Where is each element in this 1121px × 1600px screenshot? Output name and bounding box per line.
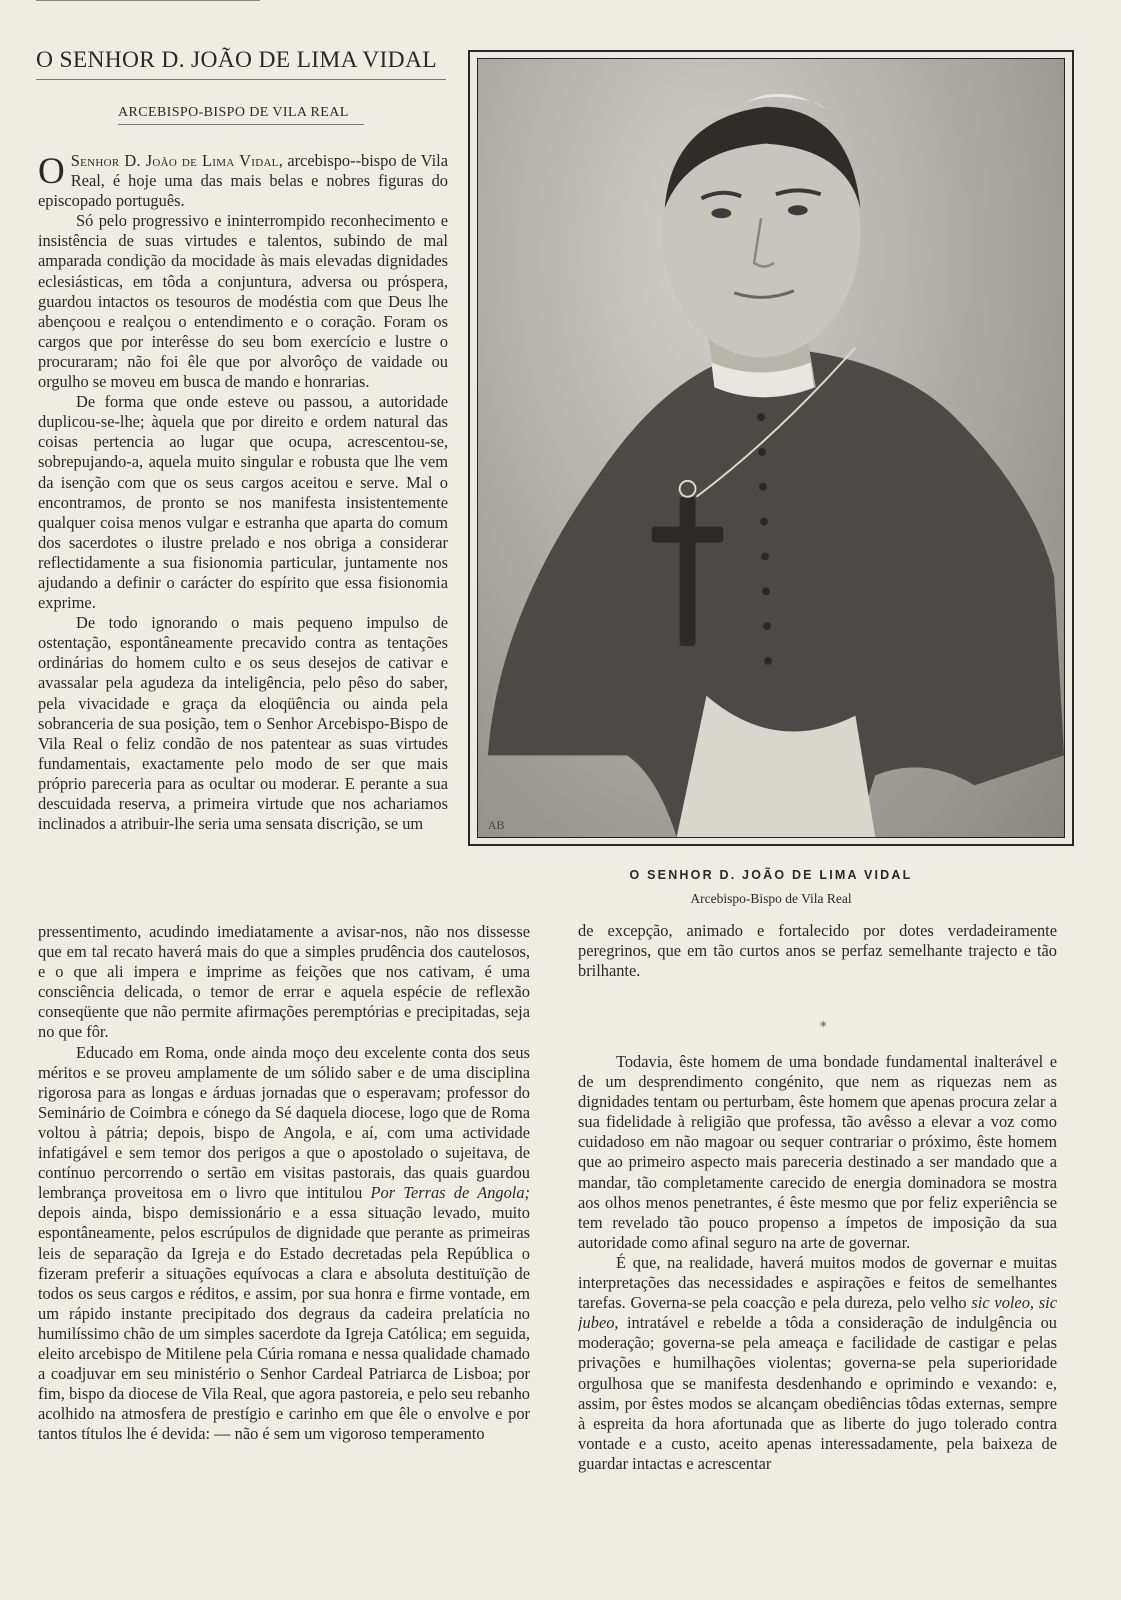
paragraph-6: Todavia, êste homem de uma bondade fundamental inalterável e de um desprendimento congénito, que nem as riquezas nem as dignidades tentam ou perturbam, êste homem que apenas procura zelar a sua fidelidade à religião que professa, tão avêsso a elevar a voz como cuidadoso em não magoar ou sequer contrariar o próximo, êste homem que ao primeiro aspecto mais pareceria destinado a ser mandado que a mandar, tão completamente carecido de energia dominadora se mostra aos olhos menos penetrantes, é êste mesmo que por feliz experiência se tem revelado tão pouco propenso a ímpetos de imposição da sua autoridade como afinal seguro na arte de governar. — [578, 1052, 1057, 1252]
paragraph-7-text-a: É que, na realidade, haverá muitos modos de governar e muitas interpretações das necessidades e aspirações e feitos de semelhantes tarefas. Governa-se pela coacção e pela dureza, pelo velho — [578, 1252, 1057, 1313]
latin-phrase: sic voleo, sic jubeo, — [578, 1293, 1057, 1333]
paragraph-7 — [578, 1253, 1057, 1474]
paragraph-5 — [38, 1043, 530, 1445]
paragraph-1 — [38, 151, 448, 211]
top-rule — [36, 0, 260, 1]
paragraph-4: De todo ignorando o mais pequeno impulso de ostentação, espontâneamente precavido contra as tentações ordinárias do homem culto e os seus desejos de cativar e avassalar pela agudeza da inteligência, pelo pêso do saber, pela vivacidade e graça da eloqüência ou ainda pela sobranceria de sua posição, tem o Senhor Arcebispo-Bispo de Vila Real o feliz condão de nos patentear as suas virtudes fundamentais, exactamente pelo modo de ser que mais próprio pareceria para as ocultar ou moderar. E perante a sua descuidada reserva, a primeira virtude que nos achariamos inclinados a atribuir-lhe seria uma sensata discrição, se um — [38, 613, 448, 834]
paragraph-5-continued: de excepção, animado e fortalecido por dotes verdadeiramente peregrinos, que em tão curtos anos se perfaz semelhante trajecto e tão brilhante. — [578, 921, 1057, 981]
drop-cap: O — [38, 151, 65, 192]
title-rule — [36, 79, 446, 80]
name-smallcaps: Senhor D. João de Lima Vidal — [70, 151, 279, 170]
article-column-right-bottom — [578, 1052, 1057, 1542]
portrait-photo — [468, 50, 1074, 846]
photo-signature: AB — [487, 818, 505, 833]
figure-caption-subtitle: Arcebispo-Bispo de Vila Real — [690, 891, 852, 906]
paragraph-1-text: , arcebispo--bispo de Vila Real, é hoje uma das mais belas e nobres figuras do episcopado português. — [38, 151, 448, 211]
figure-caption-title: O SENHOR D. JOÃO DE LIMA VIDAL — [629, 868, 913, 882]
page-subtitle: ARCEBISPO-BISPO DE VILA REAL — [118, 105, 349, 120]
paragraph-3: De forma que onde esteve ou passou, a autoridade duplicou-se-lhe; àquela que por direito e ordem natural das coisas pertencia ao lugar que ocupa, acrescentou-se, sobrepujando-a, aquela muito singular e robusta que lhe vem da isenção com que os seus cargos aceitou e serve. Mal o encontramos, de pronto se nos manifesta insistentemente qualquer coisa menos vulgar e estranha que aparta do comum dos sacerdotes o ilustre prelado e nos obriga a considerar reflectidamente a sua fisionomia particular, juntamente nos ajudando a definir o carácter do espírito que essa fisionomia exprime. — [38, 392, 448, 613]
paragraph-5-text-a: Educado em Roma, onde ainda moço deu excelente conta dos seus méritos e se proveu amplamente de um sólido saber e de uma disciplina rigorosa para as longas e árduas jornadas que o esperavam; professor do Seminário de Coimbra e cónego da Sé daquela diocese, logo que de Roma voltou à pátria; depois, bispo de Angola, e aí, com uma actividade infatigável e sem temor dos perigos a que o apostolado o sujeitava, de contínuo percorrendo o sertão em visitas pastorais, das quais guardou lembrança proveitosa em o livro que intitulou — [38, 1042, 530, 1203]
article-column-bottom-left — [38, 922, 530, 1540]
paragraph-2: Só pelo progressivo e ininterrompido reconhecimento e insistência de suas virtudes e talentos, subindo de mal amparada condição da mocidade às mais elevadas dignidades eclesiásticas, em tôda a conjuntura, adversa ou próspera, guardou intactos os tesouros de modéstia com que Deus lhe abençoou e realçou o entendimento e o coração. Foram os cargos que por interêsse do seu bom exercício e lustre o procuraram; não foi êle que por alvorôço de vaidade ou orgulho se moveu em busca de mando e honrarias. — [38, 211, 448, 392]
paragraph-5-text-b: depois ainda, bispo demissionário e a essa situação levado, muito espontâneamente, pelos escrúpulos de dignidade que perante as primeiras leis de separação da Igreja e do Estado decretadas pela República o fizeram preferir a situações equívocas a clara e absoluta destituïção de todos os seus cargos e réditos, e assim, por sua honra e firme vontade, em um rápido instante precipitado dos degraus da cadeira prelatícia no humilíssimo chão de um simples sacerdote da Igreja Católica; em seguida, eleito arcebispo de Mitilene pela Cúria romana e nessa qualidade chamado a coadjuvar em seu ministério o Senhor Cardeal Patriarca de Lisboa; por fim, bispo da diocese de Vila Real, que agora pastoreia, e pelo seu rebanho acolhido na atmosfera de prestígio e carinho em que êle o envolve e por tantos títulos lhe é devida: — não é sem um vigoroso temperamento — [38, 1203, 530, 1444]
paragraph-7-text-b: intratável e rebelde a tôda a consideração de indulgência ou moderação; governa-se pela ameaça e facilidade de castigar e pelas privações e humilhações violentas; governa-se pela superioridade orgulhosa que se manifesta desdenhando e oprimindo e vexando: e, assim, por êstes modos se alcançam obediências tôdas externas, sempre à espreita da hora afortunada que as liberte do jugo tolerado contra vontade e a custo, aceito apenas interessadamente, pela baixeza de guardar intactas e acrescentar — [578, 1313, 1057, 1473]
article-column-left — [38, 151, 448, 922]
portrait-illustration — [478, 59, 1064, 837]
section-separator: * — [820, 1020, 827, 1035]
article-column-right-top — [578, 921, 1057, 1001]
book-title: Por Terras de Angola; — [370, 1183, 530, 1203]
paragraph-4-continued: pressentimento, acudindo imediatamente a avisar-nos, não nos dissesse que em tal recato haverá mais do que a simples prudência dos cautelosos, e o que ali impera e imprime as feições que nos cativam, é uma consciência delicada, o temor de errar e aquela espécie de reflexão conseqüente que não permite afirmações peremptórias e precipitadas, seja no que fôr. — [38, 922, 530, 1042]
page-title: O SENHOR D. JOÃO DE LIMA VIDAL — [36, 47, 437, 73]
subtitle-rule — [118, 124, 364, 125]
portrait-image — [477, 58, 1065, 838]
